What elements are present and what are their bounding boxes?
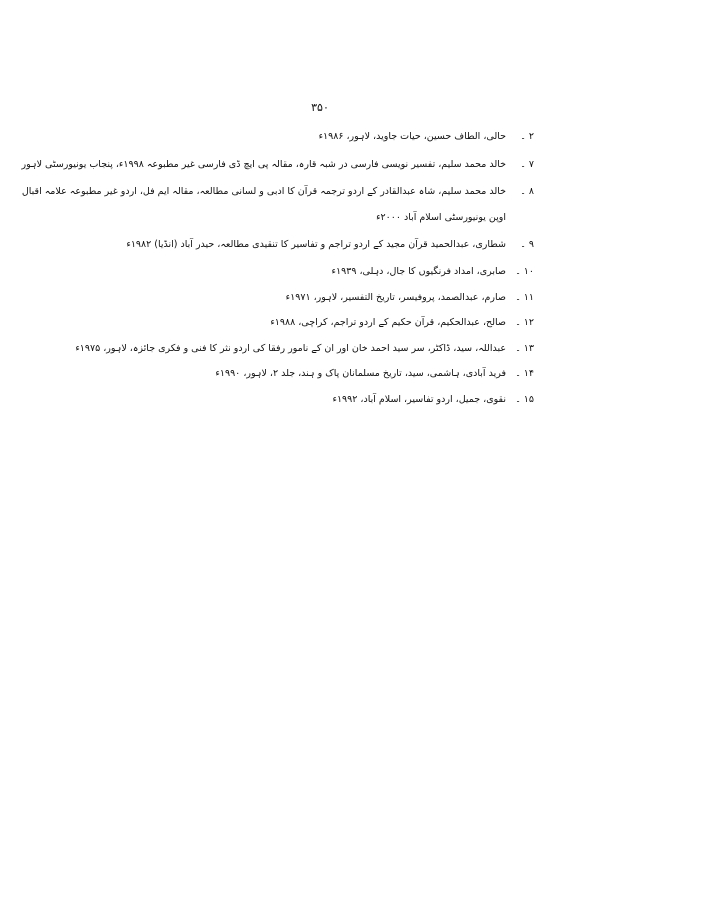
reference-text: حالی، الطاف حسین، حیات جاوید، لاہور، ۱۹۸۶ء: [318, 131, 506, 142]
reference-item: [126, 238, 534, 252]
reference-item: [144, 393, 534, 407]
reference-item: [144, 367, 534, 381]
reference-text: عبداللہ، سید، ڈاکٹر، سر سید احمد خان اور ان کے نامور رفقا کی اردو نثر کا فنی و فکری جائزہ، لاہور، ۱۹۷۵ء: [75, 343, 506, 354]
reference-item: [144, 316, 534, 330]
reference-text: صالح، عبدالحکیم، قرآن حکیم کے اردو تراجم، کراچی، ۱۹۸۸ء: [270, 317, 506, 328]
reference-number: ۲ ۔: [520, 131, 534, 142]
reference-text: صابری، امداد فرنگیوں کا جال، دہلی، ۱۹۳۹ء: [331, 266, 506, 277]
reference-text: خالد محمد سلیم، شاہ عبدالقادر کے اردو ترجمہ قرآن کا ادبی و لسانی مطالعہ، مقالہ ایم فل، اردو غیر مطبوعہ علامہ اقبال: [21, 186, 506, 197]
reference-number: ۱۲ ۔: [515, 317, 534, 328]
reference-number: ۱۴ ۔: [515, 368, 534, 379]
reference-text: خالد محمد سلیم، تفسیر نویسی فارسی در شبہ قارہ، مقالہ پی ایچ ڈی فارسی غیر مطبوعہ ۱۹۹۸ء، پنجاب یونیورسٹی لاہور: [21, 159, 506, 170]
page-number: ۳۵۰: [311, 101, 329, 114]
reference-text: صارم، عبدالصمد، پروفیسر، تاریخ التفسیر، لاہور، ۱۹۷۱ء: [285, 292, 506, 303]
reference-item: [75, 342, 534, 356]
reference-item: [144, 265, 534, 279]
reference-item: [144, 130, 534, 144]
reference-text: شطاری، عبدالحمید قرآن مجید کے اردو تراجم و تفاسیر کا تنقیدی مطالعہ، حیدر آباد (انڈیا) ۱۹۸۲ء: [126, 239, 506, 250]
reference-item: [21, 158, 534, 172]
reference-number: ۱۳ ۔: [515, 343, 534, 354]
reference-number: ۱۱ ۔: [515, 292, 534, 303]
reference-number: ۷ ۔: [520, 159, 534, 170]
reference-item: [21, 185, 534, 199]
reference-number: ۱۵ ۔: [515, 394, 534, 405]
reference-text: نقوی، جمیل، اردو تفاسیر، اسلام آباد، ۱۹۹۲ء: [332, 394, 506, 405]
reference-number: ۱۰ ۔: [515, 266, 534, 277]
reference-number: ۸ ۔: [520, 186, 534, 197]
reference-text: فرید آبادی، ہاشمی، سید، تاریخ مسلمانان پاک و ہند، جلد ۲، لاہور، ۱۹۹۰ء: [215, 368, 506, 379]
reference-text-continuation: اوپن یونیورسٹی اسلام آباد ۲۰۰۰ء: [376, 212, 506, 223]
reference-number: ۹ ۔: [520, 239, 534, 250]
reference-item: [144, 291, 534, 305]
